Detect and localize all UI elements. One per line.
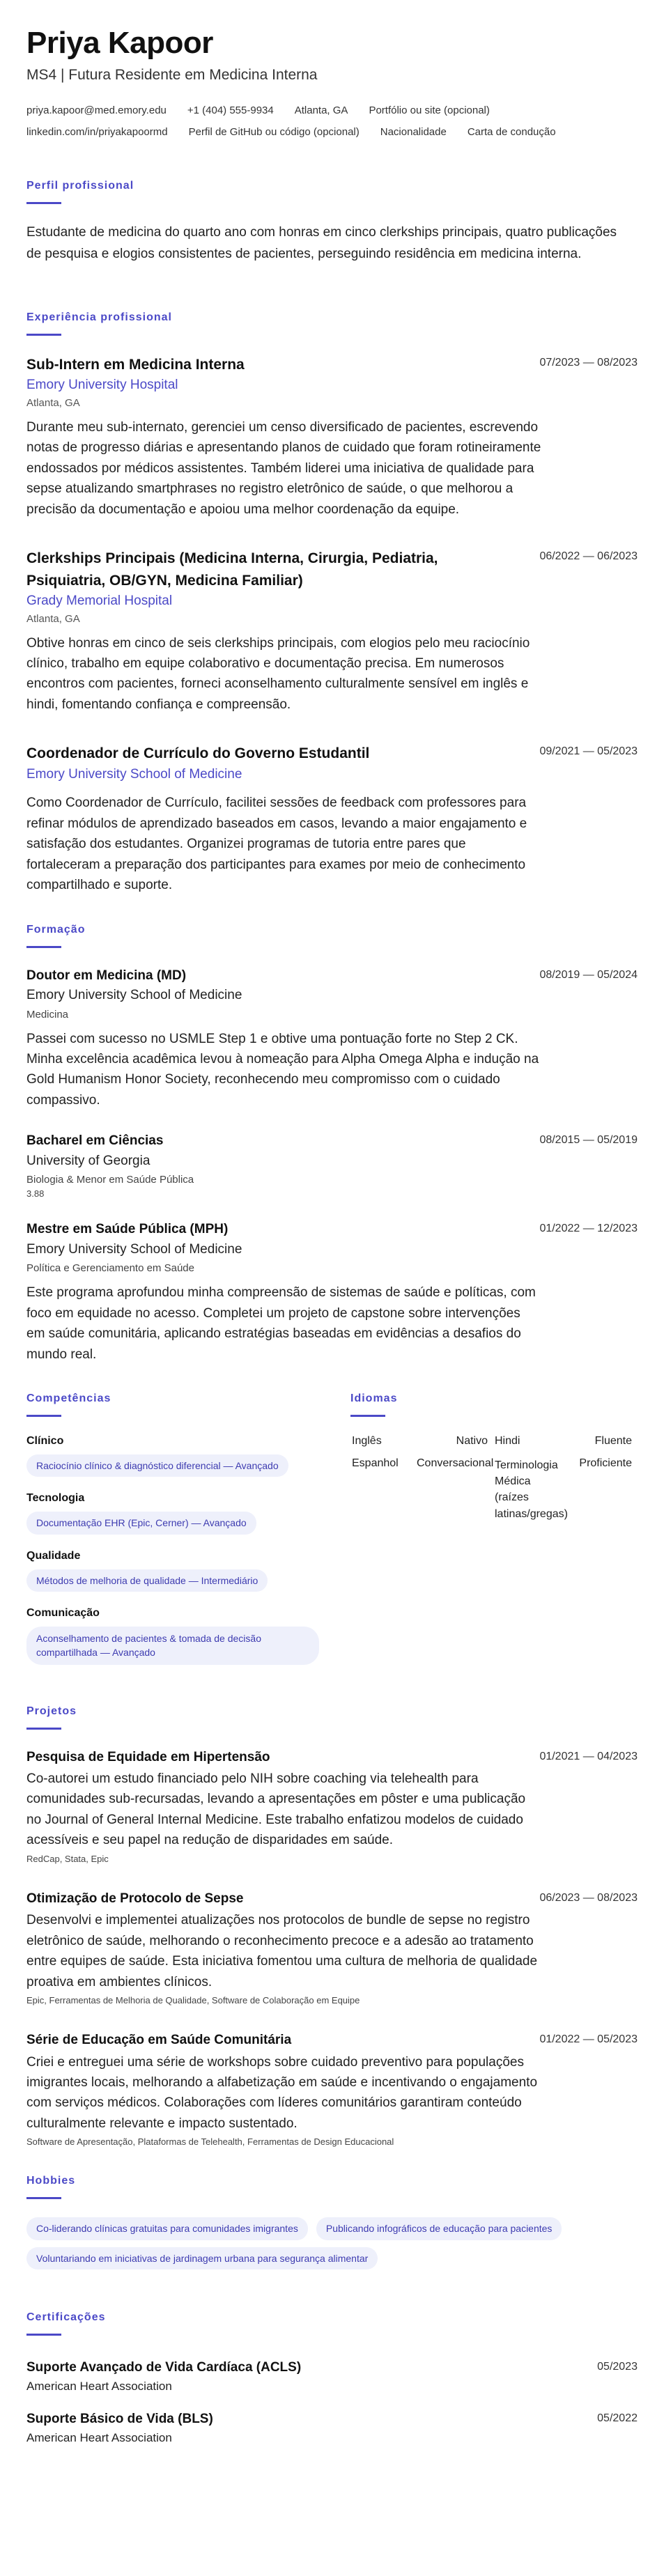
job-description: Durante meu sub-internato, gerenciei um censo diversificado de pacientes, escrevendo notas de progresso diárias e apresentando planos de cuidado que foram rotineiramente endossados por médicos assistentes. Também liderei uma iniciativa de qualidade para sepse atualizando smartphrases no registro eletrônico de saúde, o que melhorou a precisão da documentação e apoiou uma melhor coordenação da equipe. xyxy=(26,419,541,517)
skill-chip: Documentação EHR (Epic, Cerner) — Avançado xyxy=(26,1512,256,1534)
degree-field: Medicina xyxy=(26,1008,69,1021)
certification-name: Suporte Avançado de Vida Cardíaca (ACLS) xyxy=(26,2359,302,2375)
certification-name: Suporte Básico de Vida (BLS) xyxy=(26,2411,213,2426)
education-entry xyxy=(26,1220,638,1365)
language-level: Proficiente xyxy=(579,1457,632,1470)
candidate-subtitle: MS4 | Futura Residente em Medicina Interna xyxy=(26,67,318,84)
section-title: Certificações xyxy=(26,2311,106,2323)
skill-category: Tecnologia xyxy=(26,1492,85,1505)
project-entry xyxy=(26,2031,638,2147)
skills-column xyxy=(26,1392,324,1679)
job-description: Como Coordenador de Currículo, facilitei sessões de feedback com professores para refinar módulos de aprendizado baseados em casos, levando a maior engajamento e satisfação dos estudantes. Organizei programas de tutoria entre pares que fortaleceram a preparação dos participantes para exames por meio de conhecimento compartilhado e suporte. xyxy=(26,796,527,893)
section-title: Idiomas xyxy=(350,1392,398,1405)
education-section xyxy=(26,924,638,1365)
contact-email[interactable]: priya.kapoor@med.emory.edu xyxy=(26,104,167,117)
degree-gpa: 3.88 xyxy=(26,1188,45,1200)
contact-phone[interactable]: +1 (404) 555-9934 xyxy=(187,104,274,117)
language-level: Fluente xyxy=(594,1435,632,1448)
section-title: Projetos xyxy=(26,1705,77,1717)
job-employer: Emory University School of Medicine xyxy=(26,766,242,782)
project-title: Série de Educação em Saúde Comunitária xyxy=(26,2033,292,2048)
education-entry xyxy=(26,1131,638,1199)
job-title: Sub-Intern em Medicina Interna xyxy=(26,356,245,373)
candidate-name: Priya Kapoor xyxy=(26,26,213,60)
experience-section xyxy=(26,311,638,896)
hobbies-section xyxy=(26,2175,638,2269)
school-name: Emory University School of Medicine xyxy=(26,1241,242,1257)
section-title: Formação xyxy=(26,923,86,936)
contact-linkedin[interactable]: linkedin.com/in/priyakapoormd xyxy=(26,126,168,139)
degree-date: 08/2015 — 05/2019 xyxy=(539,1134,638,1147)
degree-date: 01/2022 — 12/2023 xyxy=(539,1223,638,1235)
degree-description: Este programa aprofundou minha compreensão de sistemas de saúde e políticas, com foco em equidade no acesso. Completei um projeto de capstone sobre intervenções em saúde comunitária, aplicando estratégias baseadas em evidências a desafios do mundo real. xyxy=(26,1285,536,1362)
project-entry xyxy=(26,1748,638,1864)
contact-list xyxy=(26,104,605,138)
degree-field: Política e Gerenciamento em Saúde xyxy=(26,1262,194,1275)
section-title: Experiência profissional xyxy=(26,311,172,323)
certification-entry xyxy=(26,2358,638,2396)
project-entry xyxy=(26,1889,638,2005)
experience-entry xyxy=(26,548,638,715)
skill-category: Qualidade xyxy=(26,1549,81,1562)
certification-entry xyxy=(26,2410,638,2447)
language-level: Conversacional xyxy=(417,1457,494,1470)
certification-issuer: American Heart Association xyxy=(26,2380,172,2393)
certification-issuer: American Heart Association xyxy=(26,2431,172,2445)
projects-section xyxy=(26,1705,638,2148)
project-tools: RedCap, Stata, Epic xyxy=(26,1853,109,1864)
section-divider xyxy=(26,334,61,336)
project-tools: Epic, Ferramentas de Melhoria de Qualidade, Software de Colaboração em Equipe xyxy=(26,1995,360,2006)
school-name: University of Georgia xyxy=(26,1153,150,1168)
certification-date: 05/2022 xyxy=(597,2412,638,2424)
resume-header xyxy=(26,26,638,138)
project-description: Co-autorei um estudo financiado pelo NIH sobre coaching via telehealth para comunidades sub-recursadas, levando a apresentações em pôster e uma publicação no Journal of General Internal Medicine. Este trabalho enfatizou modelos de cuidado acessíveis e seu papel na redução de disparidades em saúde. xyxy=(26,1771,526,1848)
hobby-chip: Co-liderando clínicas gratuitas para comunidades imigrantes xyxy=(26,2217,308,2240)
project-date: 01/2021 — 04/2023 xyxy=(539,1750,638,1762)
job-date: 09/2021 — 05/2023 xyxy=(539,745,638,758)
section-divider xyxy=(26,1728,61,1730)
hobby-chip: Publicando infográficos de educação para pacientes xyxy=(316,2217,562,2240)
skill-chip: Aconselhamento de pacientes & tomada de decisão compartilhada — Avançado xyxy=(26,1627,319,1665)
section-title: Competências xyxy=(26,1392,111,1405)
section-divider xyxy=(26,2197,61,2199)
education-entry xyxy=(26,966,638,1111)
job-description: Obtive honras em cinco de seis clerkships principais, com elogios pelo meu raciocínio clínico, trabalho em equipe colaborativo e documentação precisa. Em numerosos encontros com pacientes, forneci aconselhamento culturalmente sensível em inglês e hindi, fomentando confiança e compreensão. xyxy=(26,635,530,712)
section-title: Hobbies xyxy=(26,2175,76,2187)
section-divider xyxy=(26,1415,61,1417)
language-list xyxy=(350,1435,638,1522)
job-title: Coordenador de Currículo do Governo Estudantil xyxy=(26,745,370,762)
skill-chip: Métodos de melhoria de qualidade — Intermediário xyxy=(26,1569,268,1592)
section-divider xyxy=(26,946,61,948)
hobby-list xyxy=(26,2217,626,2269)
skill-category: Comunicação xyxy=(26,1606,100,1619)
experience-entry xyxy=(26,354,638,520)
degree-title: Mestre em Saúde Pública (MPH) xyxy=(26,1222,229,1237)
degree-title: Doutor em Medicina (MD) xyxy=(26,968,187,983)
language-name: Hindi xyxy=(495,1435,520,1448)
summary-text: Estudante de medicina do quarto ano com honras em cinco clerkships principais, quatro publicações de pesquisa e elogios consistentes de pacientes, perseguindo residência em medicina interna. xyxy=(26,225,617,262)
certifications-section xyxy=(26,2311,638,2447)
language-name: Terminologia Médica (raízes latinas/gregas) xyxy=(495,1459,568,1520)
job-location: Atlanta, GA xyxy=(26,612,80,625)
skill-group xyxy=(26,1550,324,1592)
degree-title: Bacharel em Ciências xyxy=(26,1133,164,1149)
school-name: Emory University School of Medicine xyxy=(26,988,242,1003)
project-title: Pesquisa de Equidade em Hipertensão xyxy=(26,1749,270,1764)
section-divider xyxy=(26,202,61,204)
language-level: Nativo xyxy=(456,1435,488,1448)
job-employer: Emory University Hospital xyxy=(26,378,178,393)
project-description: Desenvolvi e implementei atualizações nos protocolos de bundle de sepse no registro eletrônico de saúde, melhorando o reconhecimento precoce e a adesão ao tratamento entre equipes de saúde. Esta iniciativa fomentou uma cultura de melhoria de qualidade proativa em ambientes clínicos. xyxy=(26,1913,538,1989)
skill-chip: Raciocínio clínico & diagnóstico diferencial — Avançado xyxy=(26,1454,288,1477)
skill-group xyxy=(26,1607,324,1665)
job-date: 06/2022 — 06/2023 xyxy=(539,550,638,563)
job-employer: Grady Memorial Hospital xyxy=(26,593,173,609)
languages-column xyxy=(350,1392,638,1679)
degree-description: Passei com sucesso no USMLE Step 1 e obtive uma pontuação forte no Step 2 CK. Minha excelência acadêmica levou à nomeação para Alpha Omega Alpha e indução na Gold Humanism Honor Society, reconhecendo meu compromisso com o cuidado compassivo. xyxy=(26,1031,539,1108)
job-location: Atlanta, GA xyxy=(26,396,80,409)
project-date: 06/2023 — 08/2023 xyxy=(539,1891,638,1904)
project-description: Criei e entreguei uma série de workshops sobre cuidado preventivo para populações imigrantes locais, melhorando a alfabetização em saúde e incentivando o engajamento com serviços médicos. Colaborações com líderes comunitários garantiram conteúdo culturalmente relevante e impacto sustentado. xyxy=(26,2054,538,2131)
language-name: Inglês xyxy=(352,1435,382,1448)
hobby-chip: Voluntariando em iniciativas de jardinagem urbana para segurança alimentar xyxy=(26,2247,378,2269)
contact-license: Carta de condução xyxy=(467,126,556,139)
skill-group xyxy=(26,1435,324,1477)
job-title: Clerkships Principais (Medicina Interna, Cirurgia, Pediatria, Psiquiatria, OB/GYN, Medicina Familiar) xyxy=(26,550,438,589)
certification-date: 05/2023 xyxy=(597,2360,638,2373)
contact-github[interactable]: Perfil de GitHub ou código (opcional) xyxy=(188,126,360,139)
skill-category: Clínico xyxy=(26,1435,64,1448)
skills-languages-section xyxy=(26,1392,638,1679)
experience-entry xyxy=(26,743,638,895)
contact-location: Atlanta, GA xyxy=(294,104,348,117)
degree-field: Biologia & Menor em Saúde Pública xyxy=(26,1174,194,1186)
project-date: 01/2022 — 05/2023 xyxy=(539,2033,638,2046)
skill-group xyxy=(26,1492,324,1534)
summary-section xyxy=(26,180,638,265)
section-divider xyxy=(350,1415,385,1417)
contact-nationality: Nacionalidade xyxy=(380,126,447,139)
section-divider xyxy=(26,2334,61,2336)
contact-portfolio[interactable]: Portfólio ou site (opcional) xyxy=(369,104,490,117)
section-title: Perfil profissional xyxy=(26,180,134,192)
project-tools: Software de Apresentação, Plataformas de Telehealth, Ferramentas de Design Educacional xyxy=(26,2136,394,2148)
language-name: Espanhol xyxy=(352,1457,399,1470)
project-title: Otimização de Protocolo de Sepse xyxy=(26,1891,244,1906)
job-date: 07/2023 — 08/2023 xyxy=(539,356,638,368)
degree-date: 08/2019 — 05/2024 xyxy=(539,968,638,981)
